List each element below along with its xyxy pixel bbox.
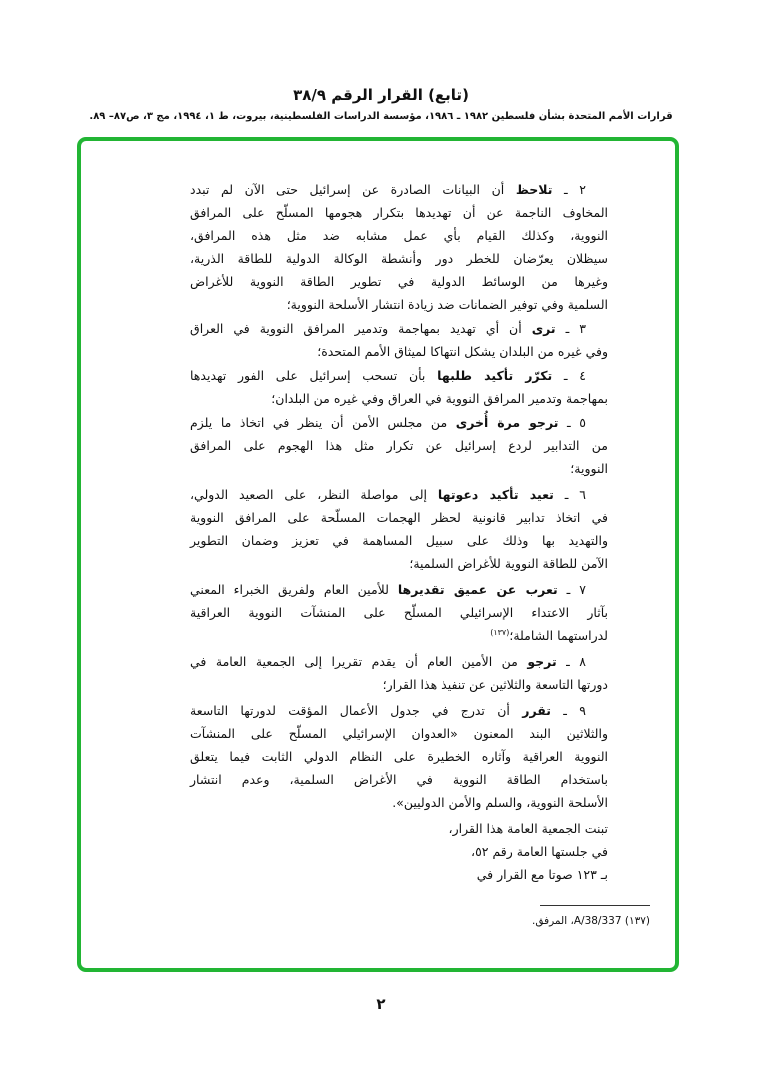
- footnote-ref: (١٣٧): [624, 915, 650, 927]
- paragraph: [190, 411, 608, 480]
- paragraph-line: دورتها التاسعة والثلاثين عن تنفيذ هذا القرار؛: [382, 677, 608, 692]
- footnote: [430, 914, 650, 928]
- paragraph-number: ٢ ـ: [564, 182, 586, 197]
- paragraph-line: والثلاثين البند المعنون «العدوان الإسرائيلي المسلّح على المنشآت: [190, 726, 608, 741]
- operative-verb: تلاحظ: [515, 182, 553, 197]
- paragraph-line: [190, 178, 608, 201]
- source-citation: قرارات الأمم المتحدة بشأن فلسطين ١٩٨٢ ـ ١٩٨٦، مؤسسة الدراسات الفلسطينية، بيروت، ط ١، ١٩٩٤، مج ٣، ص٨٧– ٨٩.: [89, 111, 673, 122]
- paragraph-line: بآثار الاعتداء الإسرائيلي المسلّح على المنشآت النووية العراقية: [190, 605, 608, 620]
- operative-verb: تعيد تأكيد دعوتها: [437, 487, 554, 502]
- paragraph-line: المخاوف الناجمة عن أن تهديدها بتكرار هجومها المسلّح على المرافق: [190, 205, 608, 220]
- paragraph-line: الآمن للطاقة النووية للأغراض السلمية؛: [409, 556, 608, 571]
- adoption-line: تبنت الجمعية العامة هذا القرار،: [448, 821, 608, 836]
- operative-verb: تكرّر تأكيد طلبها: [437, 368, 553, 383]
- paragraph-number: ٨ ـ: [566, 654, 586, 669]
- adoption-note: [190, 817, 608, 886]
- paragraph-line: في اتخاذ تدابير قانونية لحظر الهجمات المسلّحة على المرافق النووية: [190, 510, 608, 525]
- operative-verb: ترى: [531, 321, 556, 336]
- paragraph-line: وفي غيره من البلدان يشكل انتهاكا لميثاق الأمم المتحدة؛: [317, 344, 608, 359]
- paragraph: [190, 178, 608, 316]
- paragraph-number: ٥ ـ: [567, 415, 586, 430]
- paragraph: [190, 483, 608, 575]
- paragraph-line: النووية العراقية وآثاره الخطيرة على النظام الدولي الثابت فيما يتعلق: [190, 749, 608, 764]
- paragraph-line: [190, 317, 608, 340]
- footnote-divider: [540, 905, 650, 906]
- paragraph-number: ٤ ـ: [563, 368, 586, 383]
- paragraph-line: باستخدام الطاقة النووية في الأغراض السلمية، وعدم انتشار: [190, 772, 608, 787]
- paragraph-line: [190, 699, 608, 722]
- paragraph: [190, 578, 608, 647]
- paragraph-line: [190, 650, 608, 673]
- footnote-reference: (١٣٧): [490, 627, 510, 637]
- footnote-text: ، المرفق.: [532, 915, 574, 927]
- footnote-doc: A/38/337: [573, 915, 622, 927]
- paragraph-number: ٩ ـ: [563, 703, 586, 718]
- paragraph-line: الأسلحة النووية، والسلم والأمن الدوليين».: [392, 795, 608, 810]
- paragraph-line: [190, 578, 608, 601]
- paragraph-line: السلمية وفي توفير الضمانات ضد زيادة انتشار الأسلحة النووية؛: [286, 297, 608, 312]
- paragraph-line: النووية؛: [570, 461, 608, 476]
- paragraph-text: من الأمين العام أن يقدم تقريرا إلى الجمعية العامة في: [190, 654, 518, 669]
- paragraph-text: أن تدرج في جدول الأعمال المؤقت لدورتها التاسعة: [190, 703, 510, 718]
- adoption-line: بـ ١٢٣ صوتا مع القرار في: [476, 867, 608, 882]
- paragraph-number: ٦ ـ: [564, 487, 586, 502]
- page-number: ٢: [376, 995, 386, 1013]
- paragraph-line: [190, 624, 608, 647]
- paragraph-line: النووية، وكذلك القيام بأي عمل مشابه ضد مثل هذه المرافق،: [190, 228, 608, 243]
- page-title: (تابع) القرار الرقم ٣٨/٩: [293, 86, 469, 104]
- paragraph: [190, 317, 608, 363]
- paragraph-line: والتهديد بها وذلك على سبيل المساهمة في تعزيز وضمان التطوير: [190, 533, 608, 548]
- operative-verb: ترجو: [527, 654, 557, 669]
- paragraph-line: من التدابير لردع إسرائيل عن تكرار مثل هذا الهجوم على المرافق: [190, 438, 608, 453]
- paragraph-line: [190, 483, 608, 506]
- paragraph-line: بمهاجمة وتدمير المرافق النووية في العراق وفي غيره من البلدان؛: [271, 391, 608, 406]
- operative-verb: تقرر: [522, 703, 551, 718]
- paragraph: [190, 364, 608, 410]
- paragraph-text: لدراستهما الشاملة؛: [509, 628, 608, 643]
- paragraph: [190, 699, 608, 814]
- paragraph-text: للأمين العام ولفريق الخبراء المعني: [190, 582, 389, 597]
- paragraph-line: وغيرها من الوسائط الدولية في تطوير الطاقة النووية للأغراض: [190, 274, 608, 289]
- paragraph-text: إلى مواصلة النظر، على الصعيد الدولي،: [190, 487, 428, 502]
- paragraph-text: أن أي تهديد بمهاجمة وتدمير المرافق النووية في العراق: [190, 321, 522, 336]
- paragraph-line: [190, 411, 608, 434]
- paragraph: [190, 650, 608, 696]
- operative-verb: تعرب عن عميق تقديرها: [397, 582, 558, 597]
- paragraph-line: [190, 364, 608, 387]
- paragraph-number: ٧ ـ: [566, 582, 586, 597]
- operative-verb: ترجو مرة أُخرى: [455, 415, 559, 430]
- paragraph-text: بأن تسحب إسرائيل على الفور تهديدها: [190, 368, 426, 383]
- paragraph-number: ٣ ـ: [565, 321, 586, 336]
- adoption-line: في جلستها العامة رقم ٥٢،: [471, 844, 608, 859]
- paragraph-text: أن البيانات الصادرة عن إسرائيل حتى الآن لم تبدد: [190, 182, 505, 197]
- paragraph-line: سيظلان يعرّضان للخطر دور وأنشطة الوكالة الدولية للطاقة الذرية،: [190, 251, 608, 266]
- resolution-text: [190, 178, 608, 887]
- paragraph-text: من مجلس الأمن أن ينظر في اتخاذ ما يلزم: [190, 415, 448, 430]
